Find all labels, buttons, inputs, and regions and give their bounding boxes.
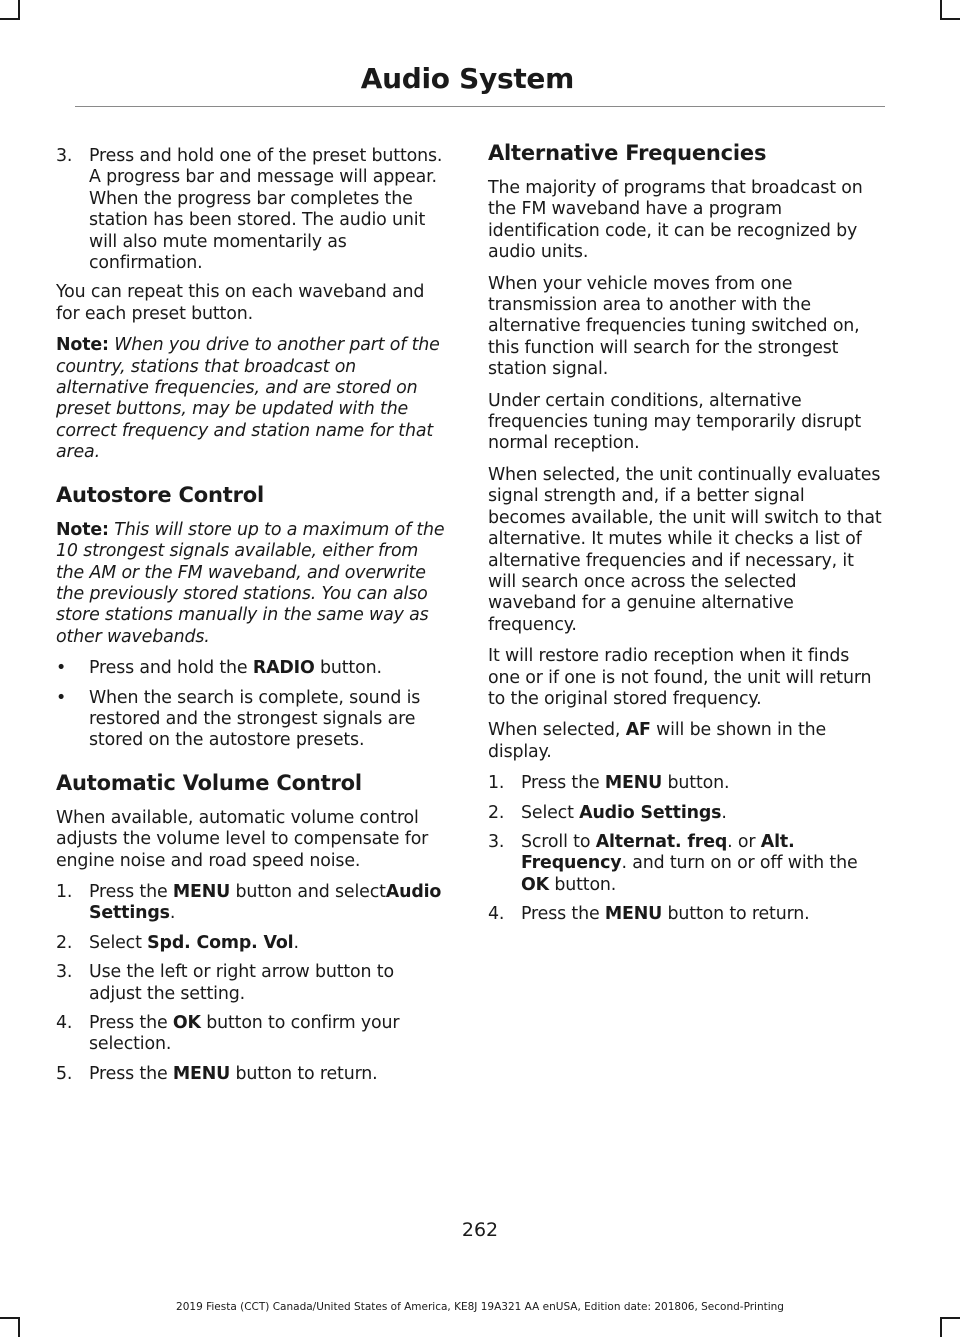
paragraph: The majority of programs that broadcast on the FM waveband have a program identification code, it can be recognized by audio units. bbox=[488, 178, 863, 263]
bullet-marker: • bbox=[56, 658, 67, 679]
crop-mark bbox=[940, 1317, 942, 1337]
paragraph: Under certain conditions, alternative frequencies tuning may temporarily disrupt normal reception. bbox=[488, 390, 861, 454]
list-item bbox=[488, 832, 883, 896]
list-text bbox=[521, 803, 883, 824]
list-marker: 3. bbox=[56, 962, 73, 983]
crop-mark bbox=[940, 0, 942, 20]
note-label: Note: bbox=[56, 519, 109, 540]
text-run: button. bbox=[662, 773, 730, 794]
bullet-item bbox=[56, 658, 449, 679]
list-marker: 4. bbox=[488, 904, 505, 925]
list-marker: 2. bbox=[488, 802, 505, 823]
note-label: Note: bbox=[56, 335, 109, 356]
bold-term: MENU bbox=[172, 1063, 231, 1084]
right-column bbox=[488, 140, 883, 934]
list-text bbox=[89, 933, 449, 954]
list-item bbox=[56, 1013, 449, 1056]
paragraph: It will restore radio reception when it finds one or if one is not found, the unit will return to the original stored frequency. bbox=[488, 646, 872, 709]
crop-mark bbox=[940, 1317, 960, 1319]
list-marker: 5. bbox=[56, 1063, 73, 1084]
bold-term: RADIO bbox=[252, 658, 315, 679]
bold-term: Alt. Frequency bbox=[521, 831, 795, 874]
bold-term: Audio Settings bbox=[579, 802, 722, 823]
list-marker: 3. bbox=[56, 146, 73, 166]
note-text: When you drive to another part of the country, stations that broadcast on alternative frequencies, and are stored on preset buttons, may be updated with the correct frequency and station name for that area. bbox=[56, 335, 440, 463]
bold-term: MENU bbox=[604, 904, 663, 925]
text-run: Press the bbox=[89, 881, 173, 902]
paragraph: When selected, the unit continually evaluates signal strength and, if a better signal becomes available, the unit will switch to that alternative. It mutes while it checks a list of alternative frequencies and if necessary, it will search once across the selected waveband for a genuine alternative frequency. bbox=[488, 464, 882, 635]
list-text: Use the left or right arrow button to adjust the setting. bbox=[89, 962, 394, 1004]
text-run: Press the bbox=[521, 904, 605, 925]
text-run: button to confirm your selection. bbox=[89, 1013, 400, 1055]
list-marker: 3. bbox=[488, 831, 505, 852]
note bbox=[56, 520, 449, 648]
list-item bbox=[488, 773, 883, 794]
bold-term: Spd. Comp. Vol bbox=[147, 932, 294, 953]
crop-mark bbox=[18, 0, 20, 20]
list-item bbox=[56, 1064, 449, 1085]
list-text bbox=[89, 1013, 449, 1056]
list-item bbox=[56, 962, 449, 1005]
bold-term: OK bbox=[521, 874, 549, 895]
bold-term: Audio Settings bbox=[89, 881, 442, 924]
section-heading: Autostore Control bbox=[56, 482, 264, 507]
list-text bbox=[89, 882, 449, 925]
crop-mark bbox=[0, 18, 20, 20]
crop-mark bbox=[940, 18, 960, 20]
paragraph: When your vehicle moves from one transmission area to another with the alternative frequencies tuning switched on, this function will search for the strongest station signal. bbox=[488, 273, 860, 380]
text-run: button and select bbox=[230, 881, 386, 902]
list-text bbox=[521, 773, 883, 794]
note bbox=[56, 335, 449, 463]
bold-term: OK bbox=[172, 1013, 201, 1033]
text-run: button. bbox=[314, 658, 382, 679]
text-run: button to return. bbox=[662, 904, 810, 925]
list-marker: 4. bbox=[56, 1013, 73, 1033]
page-header-title: Audio System bbox=[360, 62, 574, 95]
list-text bbox=[89, 1064, 449, 1085]
left-column bbox=[56, 146, 449, 1093]
list-item bbox=[56, 933, 449, 954]
text-run: Press and hold the bbox=[89, 658, 253, 679]
text-run: When selected, bbox=[488, 720, 626, 741]
text-run: Press the bbox=[89, 1013, 173, 1033]
bold-term: MENU bbox=[172, 881, 231, 902]
text-run: . and turn on or off with the bbox=[621, 853, 858, 874]
bold-term: MENU bbox=[604, 773, 663, 794]
paragraph bbox=[488, 720, 883, 763]
text-run: . or bbox=[727, 831, 761, 852]
text-run: button. bbox=[548, 874, 617, 895]
header-divider bbox=[75, 106, 885, 107]
list-item bbox=[56, 146, 449, 274]
list-marker: 1. bbox=[488, 773, 505, 794]
text-run: . bbox=[293, 932, 299, 953]
bullet-text bbox=[89, 658, 449, 679]
list-marker: 1. bbox=[56, 881, 73, 902]
crop-mark bbox=[18, 1317, 20, 1337]
list-item bbox=[488, 803, 883, 824]
text-run: Select bbox=[89, 932, 148, 953]
bold-term: Alternat. freq bbox=[595, 831, 728, 852]
bullet-item bbox=[56, 688, 449, 752]
page-number: 262 bbox=[461, 1219, 499, 1241]
bold-term: AF bbox=[625, 720, 651, 741]
list-text bbox=[521, 904, 883, 925]
paragraph: You can repeat this on each waveband and for each preset button. bbox=[56, 282, 425, 324]
crop-mark bbox=[0, 1317, 20, 1319]
list-item bbox=[56, 882, 449, 925]
list-text bbox=[521, 832, 883, 896]
text-run: Press the bbox=[89, 1063, 173, 1084]
list-text: Press and hold one of the preset buttons. A progress bar and message will appear. When the progress bar completes the station has been stored. The audio unit will also mute momentarily as confirmation. bbox=[89, 146, 443, 274]
list-item bbox=[488, 904, 883, 925]
section-heading: Alternative Frequencies bbox=[488, 141, 767, 165]
section-heading: Automatic Volume Control bbox=[56, 770, 362, 795]
text-run: Scroll to bbox=[521, 831, 596, 852]
footer-text: 2019 Fiesta (CCT) Canada/United States of America, KE8J 19A321 AA enUSA, Edition date: 201806, Second-Printing bbox=[176, 1301, 784, 1313]
bullet-text: When the search is complete, sound is restored and the strongest signals are stored on the autostore presets. bbox=[89, 687, 421, 751]
text-run: Select bbox=[521, 802, 580, 823]
text-run: Press the bbox=[521, 773, 605, 794]
text-run: . bbox=[721, 802, 727, 823]
list-marker: 2. bbox=[56, 932, 73, 953]
text-run: button to return. bbox=[230, 1063, 378, 1084]
text-run: will be shown in the display. bbox=[488, 720, 827, 762]
text-run: . bbox=[169, 903, 176, 924]
note-text: This will store up to a maximum of the 10 strongest signals available, either from the AM or the FM waveband, and overwrite the previously stored stations. You can also store stations manually in the same way as other wavebands. bbox=[56, 519, 445, 647]
bullet-marker: • bbox=[56, 687, 67, 708]
paragraph: When available, automatic volume control adjusts the volume level to compensate for engine noise and road speed noise. bbox=[56, 807, 429, 871]
